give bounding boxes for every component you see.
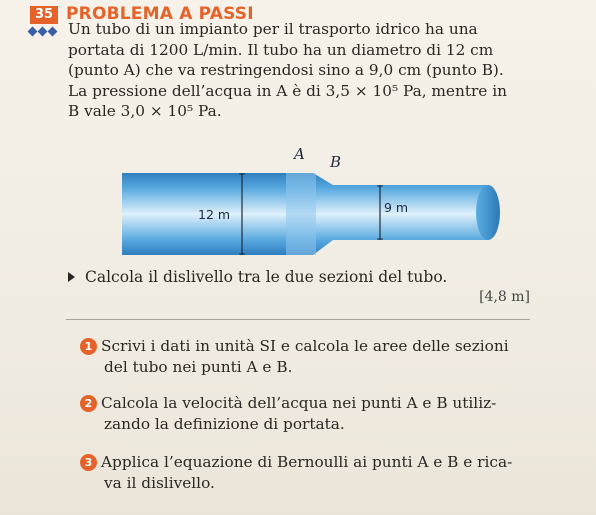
answer: [4,8 m]: [479, 289, 530, 305]
problem-title: PROBLEMA A PASSI: [66, 4, 254, 24]
statement-line: (punto A) che va restringendosi sino a 9,0 cm (punto B).: [68, 61, 504, 79]
statement-line: portata di 1200 L/min. Il tubo ha un diametro di 12 cm: [68, 40, 494, 59]
step-text-line: del tubo nei punti A e B.: [104, 358, 293, 376]
step-number-badge: 3: [80, 454, 97, 471]
problem-statement: [68, 19, 528, 122]
difficulty-rating: [28, 28, 57, 35]
step-text-line: zando la definizione di portata.: [104, 415, 345, 433]
question-text: Calcola il dislivello tra le due sezioni del tubo.: [85, 268, 448, 286]
diameter-b-label: 9 m: [384, 200, 409, 215]
step-3: [80, 452, 530, 494]
step-text-line: va il dislivello.: [104, 474, 215, 492]
difficulty-diamond-icon: [38, 27, 48, 37]
step-1: [80, 336, 530, 378]
statement-line: B vale 3,0 × 10⁵ Pa.: [68, 102, 222, 120]
step-text-line: Calcola la velocità dell’acqua nei punti A e B utiliz-: [101, 394, 497, 412]
step-number-badge: 1: [80, 338, 97, 355]
pipe-end: [476, 185, 500, 240]
difficulty-diamond-icon: [28, 27, 38, 37]
step-number-badge: 2: [80, 395, 97, 412]
label-point-b: B: [330, 153, 342, 171]
pipe-joint: [286, 173, 316, 255]
diameter-a-label: 12 m: [198, 207, 231, 222]
separator-line: [66, 319, 530, 320]
step-2: [80, 393, 530, 435]
difficulty-diamond-icon: [48, 27, 58, 37]
question: [66, 268, 536, 286]
step-text-line: Applica l’equazione di Bernoulli ai punti A e B e rica-: [101, 453, 513, 471]
statement-line: Un tubo di un impianto per il trasporto idrico ha una: [68, 20, 478, 38]
question-arrow-icon: [68, 272, 75, 282]
statement-line: La pressione dell’acqua in A è di 3,5 × 10⁵ Pa, mentre in: [68, 81, 507, 100]
pipe-diagram: [118, 140, 518, 265]
problem-number-badge: 35: [30, 6, 58, 24]
label-point-a: A: [294, 145, 305, 163]
step-text-line: Scrivi i dati in unità SI e calcola le aree delle sezioni: [101, 337, 509, 355]
